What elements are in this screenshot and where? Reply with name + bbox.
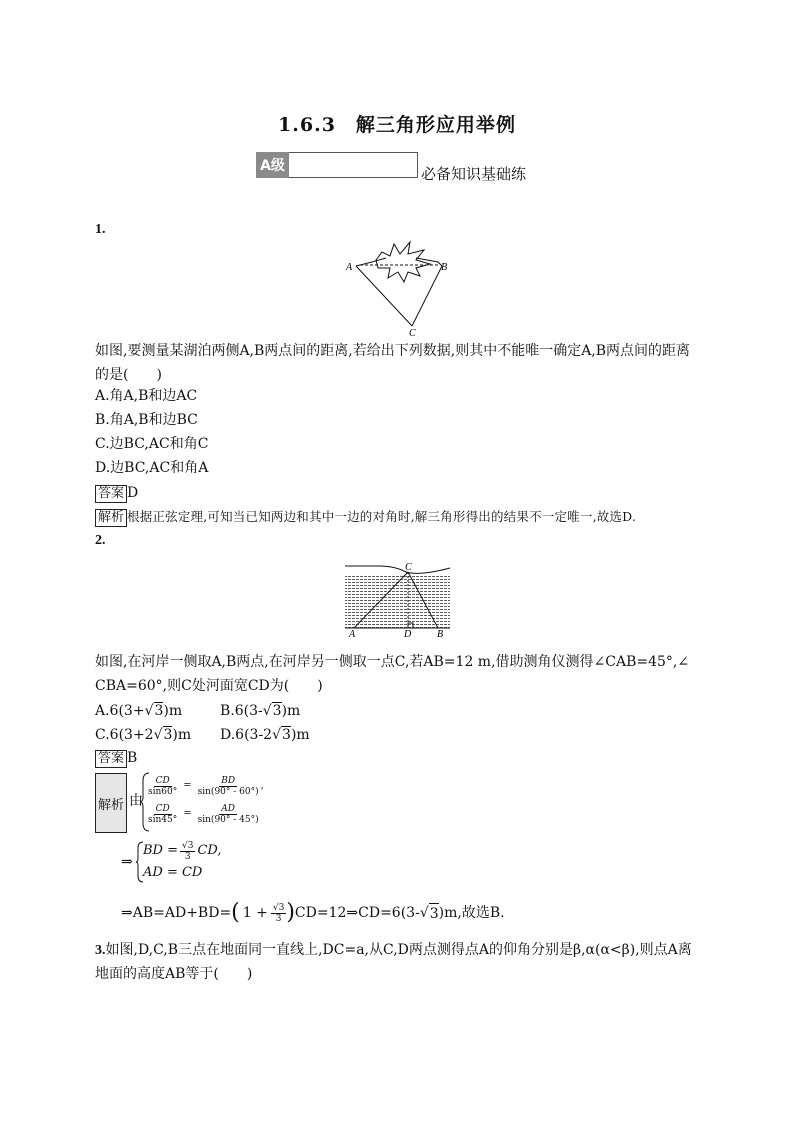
q2-system-1-row1: $\frac{CD}{\sin 60^\circ}$ = $\frac{BD}{\sin(90^\circ - 60^\circ)}$ , [148, 775, 264, 797]
q2-answer-tag: 答案 [95, 750, 127, 768]
q1-answer-row [95, 483, 138, 503]
q1-analysis-text: 根据正弦定理,可知当已知两边和其中一边的对角时,解三角形得出的结果不一定唯一,故选D. [127, 509, 637, 524]
level-tag: A级 [256, 152, 289, 178]
q1-label-c: C [409, 328, 416, 338]
q2-analysis-tag: 解析 [95, 773, 127, 833]
q1-number: 1. [95, 222, 106, 237]
q3-line2: 地面的高度AB等于( ) [95, 966, 253, 982]
level-label: 必备知识基础练 [421, 165, 527, 183]
q2-stem-line2: CBA=60°,则C处河面宽CD为( ) [95, 678, 323, 694]
q2-label-a: A [349, 629, 356, 640]
q2-option-d: D.6(3-2√3)m [220, 727, 310, 743]
q1-analysis-tag: 解析 [95, 509, 127, 527]
q2-analysis-prefix: 由 [129, 793, 143, 809]
q1-lake-figure [338, 238, 458, 338]
q1-side-ac [356, 266, 412, 326]
q2-final-line: ⇒AB=AD+BD= ( 1 + $\frac{√3}{3}$ ) CD=12⇒CD=6(3- √ 3 )m,故选B. [121, 900, 505, 925]
q1-option-c: C.边BC,AC和角C [95, 436, 209, 452]
q2-label-c: C [405, 562, 412, 573]
q2-system-1 [146, 772, 264, 828]
q2-option-c: C.6(3+2√3)m [95, 727, 192, 743]
q2-far-bank [345, 566, 450, 573]
q2-system-2-row1: BD = $\frac{√3}{3}$ CD, [143, 840, 222, 862]
q1-lake-shape [376, 242, 430, 282]
q2-option-a: A.6(3+√3)m [95, 703, 183, 719]
q2-number: 2. [95, 533, 106, 548]
q1-option-b: B.角A,B和边BC [95, 412, 198, 428]
q1-stem: 如图,要测量某湖泊两侧A,B两点间的距离,若给出下列数据,则其中不能唯一确定A,B两点间的距离的是( ) [95, 343, 691, 383]
q2-stem-line1: 如图,在河岸一侧取A,B两点,在河岸另一侧取一点C,若AB=12 m,借助测角仪测得∠CAB=45°,∠ [95, 654, 690, 670]
q3-line1: 3.如图,D,C,B三点在地面同一直线上,DC=a,从C,D两点测得点A的仰角分别是β,α(α<β),则点A离 [95, 942, 692, 958]
q2-system-2 [143, 840, 222, 884]
q2-option-b: B.6(3-√3)m [220, 703, 301, 719]
q2-system-1-row2: $\frac{CD}{\sin 45^\circ}$ = $\frac{AD}{\sin(90^\circ - 45^\circ)}$ [148, 803, 259, 825]
level-badge [256, 152, 418, 178]
q1-label-b: B [441, 262, 448, 273]
level-blank-field [289, 152, 418, 178]
q2-answer-row [95, 748, 137, 768]
q1-label-a: A [346, 262, 353, 273]
q1-option-d: D.边BC,AC和角A [95, 460, 209, 476]
q2-system-2-arrow: ⇒ [121, 854, 133, 870]
q1-analysis-row [95, 507, 636, 527]
q2-river-figure [340, 560, 460, 640]
q2-label-b: B [437, 629, 444, 640]
q2-system-2-row2: AD = CD [143, 865, 203, 880]
q1-answer-value: D [127, 485, 139, 501]
q2-answer-value: B [127, 750, 138, 766]
q2-label-d: D [404, 629, 412, 640]
q1-option-a: A.角A,B和边AC [95, 388, 198, 404]
q2-river-hatch [345, 574, 450, 628]
page-title: 1.6.3 解三角形应用举例 [278, 114, 516, 136]
q1-answer-tag: 答案 [95, 485, 127, 503]
